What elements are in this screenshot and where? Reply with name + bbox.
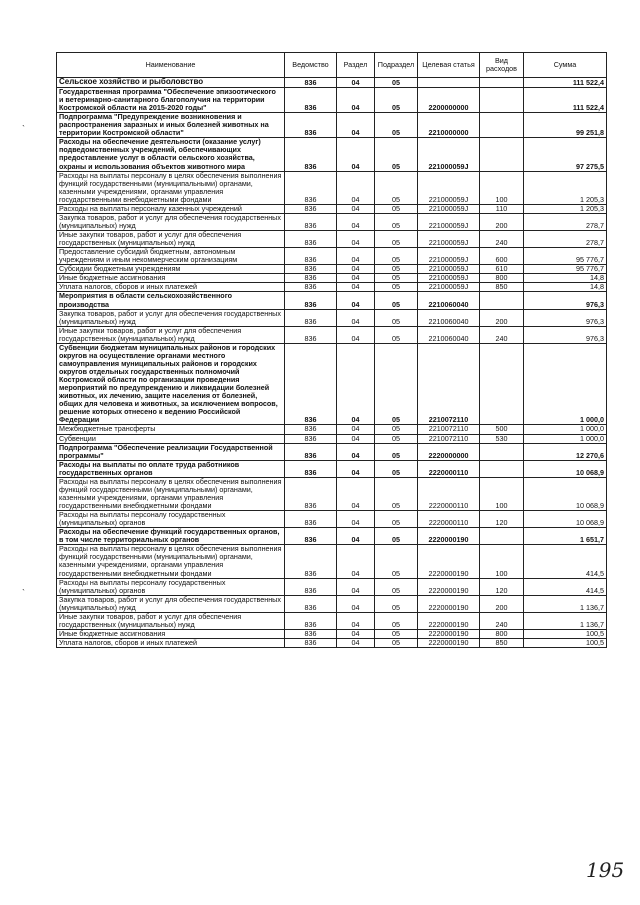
row-name: Расходы на выплаты персоналу государственных (муниципальных) органов (57, 511, 285, 528)
row-exptype: 800 (480, 274, 524, 283)
row-dept: 836 (285, 231, 337, 248)
row-name: Субвенции бюджетам муниципальных районов и городских округов на осуществление органами местного самоуправления муниципальных районов и городских округов отдельных государственных полномочий Костромской области по организации проведения мероприятий по предупреждению и ликвидации болезней животных, их лечению, защите населения от болезней, общих для человека и животных, за исключением вопросов, решение которых отнесено к ведению Российской Федерации (57, 343, 285, 425)
row-section: 04 (337, 78, 375, 88)
row-subsection: 05 (375, 343, 418, 425)
row-section: 04 (337, 274, 375, 283)
row-section: 04 (337, 639, 375, 648)
table-row (57, 326, 607, 343)
table-row (57, 511, 607, 528)
row-exptype (480, 113, 524, 138)
row-target: 2220000110 (418, 511, 480, 528)
row-exptype (480, 292, 524, 309)
row-target: 2210072110 (418, 343, 480, 425)
row-section: 04 (337, 87, 375, 112)
row-target: 2210072110 (418, 434, 480, 443)
row-sum: 1 000,0 (524, 343, 607, 425)
row-name: Расходы на выплаты персоналу в целях обеспечения выполнения функций государственными (муниципальными) органами, казенными учреждениями, органами управления государственными внебюджетными фондами (57, 477, 285, 510)
row-subsection: 05 (375, 171, 418, 204)
row-exptype: 240 (480, 326, 524, 343)
row-target: 2220000190 (418, 545, 480, 578)
table-row (57, 639, 607, 648)
table-row (57, 213, 607, 230)
row-exptype (480, 343, 524, 425)
table-row (57, 171, 607, 204)
row-target: 221000059J (418, 283, 480, 292)
row-dept: 836 (285, 274, 337, 283)
row-exptype (480, 460, 524, 477)
row-name: Подпрограмма "Предупреждение возникновения и распространения заразных и иных болезней животных на территории Костромской области" (57, 113, 285, 138)
row-dept: 836 (285, 477, 337, 510)
row-name: Иные закупки товаров, работ и услуг для обеспечения государственных (муниципальных) нужд (57, 231, 285, 248)
row-name: Расходы на выплаты персоналу в целях обеспечения выполнения функций государственными (муниципальными) органами, казенными учреждениями, органами управления государственными внебюджетными фондами (57, 545, 285, 578)
row-dept: 836 (285, 443, 337, 460)
row-target: 2200000000 (418, 87, 480, 112)
row-exptype: 600 (480, 248, 524, 265)
row-sum: 1 205,3 (524, 204, 607, 213)
row-dept: 836 (285, 425, 337, 434)
table-row (57, 477, 607, 510)
header-subsection: Подраздел (375, 53, 418, 78)
row-name: Расходы на выплаты по оплате труда работников государственных органов (57, 460, 285, 477)
table-row (57, 343, 607, 425)
row-section: 04 (337, 578, 375, 595)
row-target: 2210072110 (418, 425, 480, 434)
row-subsection: 05 (375, 309, 418, 326)
row-subsection: 05 (375, 629, 418, 638)
row-target: 221000059J (418, 274, 480, 283)
row-subsection: 05 (375, 443, 418, 460)
row-section: 04 (337, 231, 375, 248)
row-name: Подпрограмма "Обеспечение реализации Государственной программы" (57, 443, 285, 460)
row-dept: 836 (285, 511, 337, 528)
row-sum: 95 776,7 (524, 265, 607, 274)
row-name: Субсидии бюджетным учреждениям (57, 265, 285, 274)
row-name: Расходы на выплаты персоналу в целях обеспечения выполнения функций государственными (муниципальными) органами, казенными учреждениями, органами управления государственными внебюджетными фондами (57, 171, 285, 204)
row-section: 04 (337, 595, 375, 612)
row-exptype: 200 (480, 309, 524, 326)
table-row (57, 113, 607, 138)
row-section: 04 (337, 477, 375, 510)
row-dept: 836 (285, 138, 337, 171)
row-subsection: 05 (375, 425, 418, 434)
row-target: 2220000110 (418, 460, 480, 477)
row-name: Межбюджетные трансферты (57, 425, 285, 434)
row-section: 04 (337, 425, 375, 434)
row-subsection: 05 (375, 113, 418, 138)
row-target: 221000059J (418, 213, 480, 230)
row-subsection: 05 (375, 326, 418, 343)
row-name: Уплата налогов, сборов и иных платежей (57, 283, 285, 292)
row-sum: 976,3 (524, 309, 607, 326)
row-section: 04 (337, 204, 375, 213)
row-dept: 836 (285, 595, 337, 612)
row-dept: 836 (285, 309, 337, 326)
row-name: Иные закупки товаров, работ и услуг для обеспечения государственных (муниципальных) нужд (57, 612, 285, 629)
row-section: 04 (337, 434, 375, 443)
row-name: Закупка товаров, работ и услуг для обеспечения государственных (муниципальных) нужд (57, 595, 285, 612)
row-section: 04 (337, 460, 375, 477)
row-section: 04 (337, 138, 375, 171)
row-exptype: 850 (480, 283, 524, 292)
page-number: 195 (586, 858, 625, 882)
row-exptype: 240 (480, 231, 524, 248)
row-target: 221000059J (418, 248, 480, 265)
row-exptype: 240 (480, 612, 524, 629)
row-sum: 111 522,4 (524, 87, 607, 112)
row-dept: 836 (285, 612, 337, 629)
row-dept: 836 (285, 87, 337, 112)
row-target: 2220000000 (418, 443, 480, 460)
row-name: Расходы на обеспечение деятельности (оказание услуг) подведомственных учреждений, обеспечивающих предоставление услуг в области сельского хозяйства, охраны и использования объектов животного мира (57, 138, 285, 171)
row-subsection: 05 (375, 612, 418, 629)
row-dept: 836 (285, 78, 337, 88)
table-header-row (57, 53, 607, 78)
row-exptype: 200 (480, 213, 524, 230)
row-subsection: 05 (375, 265, 418, 274)
table-row (57, 578, 607, 595)
row-sum: 278,7 (524, 231, 607, 248)
table-row (57, 138, 607, 171)
row-name: Иные бюджетные ассигнования (57, 629, 285, 638)
row-target: 221000059J (418, 231, 480, 248)
row-name: Государственная программа "Обеспечение эпизоотического и ветеринарно-санитарного благополучия на территории Костромской области на 2015-2020 годы" (57, 87, 285, 112)
row-sum: 100,5 (524, 629, 607, 638)
row-name: Сельское хозяйство и рыболовство (57, 78, 285, 88)
row-exptype: 800 (480, 629, 524, 638)
row-subsection: 05 (375, 213, 418, 230)
row-sum: 1 000,0 (524, 425, 607, 434)
row-subsection: 05 (375, 578, 418, 595)
row-subsection: 05 (375, 511, 418, 528)
row-name: Закупка товаров, работ и услуг для обеспечения государственных (муниципальных) нужд (57, 309, 285, 326)
row-target: 221000059J (418, 265, 480, 274)
row-subsection: 05 (375, 248, 418, 265)
row-dept: 836 (285, 283, 337, 292)
row-subsection: 05 (375, 283, 418, 292)
row-section: 04 (337, 171, 375, 204)
table-row (57, 528, 607, 545)
table-body (57, 78, 607, 648)
row-target: 2220000110 (418, 477, 480, 510)
row-dept: 836 (285, 204, 337, 213)
row-target: 2210060040 (418, 292, 480, 309)
row-sum: 1 136,7 (524, 612, 607, 629)
row-dept: 836 (285, 113, 337, 138)
header-name: Наименование (57, 53, 285, 78)
row-section: 04 (337, 343, 375, 425)
row-target: 2220000190 (418, 578, 480, 595)
row-sum: 12 270,6 (524, 443, 607, 460)
table-row (57, 78, 607, 88)
row-sum: 1 205,3 (524, 171, 607, 204)
row-sum: 10 068,9 (524, 511, 607, 528)
table-row (57, 434, 607, 443)
row-subsection: 05 (375, 87, 418, 112)
row-sum: 10 068,9 (524, 477, 607, 510)
row-name: Расходы на выплаты персоналу казенных учреждений (57, 204, 285, 213)
table-row (57, 460, 607, 477)
row-name: Иные закупки товаров, работ и услуг для обеспечения государственных (муниципальных) нужд (57, 326, 285, 343)
header-dept: Ведомство (285, 53, 337, 78)
table-row (57, 231, 607, 248)
row-sum: 14,8 (524, 274, 607, 283)
row-name: Расходы на обеспечение функций государственных органов, в том числе территориальных органов (57, 528, 285, 545)
row-section: 04 (337, 629, 375, 638)
row-dept: 836 (285, 265, 337, 274)
table-row (57, 545, 607, 578)
row-subsection: 05 (375, 231, 418, 248)
row-target: 2210060040 (418, 309, 480, 326)
table-row (57, 425, 607, 434)
row-exptype (480, 443, 524, 460)
row-dept: 836 (285, 213, 337, 230)
row-section: 04 (337, 265, 375, 274)
row-subsection: 05 (375, 138, 418, 171)
row-sum: 100,5 (524, 639, 607, 648)
row-sum: 1 136,7 (524, 595, 607, 612)
row-name: Субвенции (57, 434, 285, 443)
row-dept: 836 (285, 248, 337, 265)
table-row (57, 292, 607, 309)
row-sum: 1 651,7 (524, 528, 607, 545)
row-subsection: 05 (375, 460, 418, 477)
row-sum: 414,5 (524, 545, 607, 578)
row-subsection: 05 (375, 545, 418, 578)
row-sum: 14,8 (524, 283, 607, 292)
row-dept: 836 (285, 434, 337, 443)
header-exptype: Вид расходов (480, 53, 524, 78)
budget-table (56, 52, 607, 648)
row-exptype (480, 528, 524, 545)
row-name: Закупка товаров, работ и услуг для обеспечения государственных (муниципальных) нужд (57, 213, 285, 230)
row-exptype: 100 (480, 171, 524, 204)
row-section: 04 (337, 545, 375, 578)
margin-mark: ` (22, 588, 25, 598)
row-section: 04 (337, 443, 375, 460)
row-name: Уплата налогов, сборов и иных платежей (57, 639, 285, 648)
row-exptype (480, 78, 524, 88)
row-section: 04 (337, 213, 375, 230)
row-dept: 836 (285, 639, 337, 648)
row-sum: 97 275,5 (524, 138, 607, 171)
row-exptype (480, 138, 524, 171)
row-exptype: 500 (480, 425, 524, 434)
row-dept: 836 (285, 171, 337, 204)
row-target: 2210000000 (418, 113, 480, 138)
row-name: Иные бюджетные ассигнования (57, 274, 285, 283)
row-target (418, 78, 480, 88)
row-exptype: 100 (480, 477, 524, 510)
row-name: Мероприятия в области сельскохозяйственного производства (57, 292, 285, 309)
row-subsection: 05 (375, 204, 418, 213)
row-subsection: 05 (375, 528, 418, 545)
row-section: 04 (337, 326, 375, 343)
row-section: 04 (337, 511, 375, 528)
table-row (57, 612, 607, 629)
row-subsection: 05 (375, 78, 418, 88)
row-exptype: 100 (480, 545, 524, 578)
row-section: 04 (337, 292, 375, 309)
row-subsection: 05 (375, 477, 418, 510)
row-section: 04 (337, 528, 375, 545)
row-section: 04 (337, 248, 375, 265)
row-target: 2220000190 (418, 639, 480, 648)
row-sum: 10 068,9 (524, 460, 607, 477)
row-exptype: 120 (480, 511, 524, 528)
row-target: 221000059J (418, 204, 480, 213)
row-dept: 836 (285, 629, 337, 638)
row-exptype: 530 (480, 434, 524, 443)
row-subsection: 05 (375, 274, 418, 283)
row-section: 04 (337, 283, 375, 292)
row-sum: 111 522,4 (524, 78, 607, 88)
row-dept: 836 (285, 578, 337, 595)
row-sum: 278,7 (524, 213, 607, 230)
table-row (57, 595, 607, 612)
row-sum: 95 776,7 (524, 248, 607, 265)
row-target: 2220000190 (418, 629, 480, 638)
row-dept: 836 (285, 545, 337, 578)
row-dept: 836 (285, 326, 337, 343)
row-target: 2220000190 (418, 612, 480, 629)
row-target: 2220000190 (418, 595, 480, 612)
row-dept: 836 (285, 292, 337, 309)
row-exptype: 850 (480, 639, 524, 648)
row-sum: 1 000,0 (524, 434, 607, 443)
row-subsection: 05 (375, 595, 418, 612)
row-exptype: 120 (480, 578, 524, 595)
table-row (57, 443, 607, 460)
row-target: 221000059J (418, 138, 480, 171)
row-sum: 976,3 (524, 326, 607, 343)
row-dept: 836 (285, 460, 337, 477)
row-sum: 99 251,8 (524, 113, 607, 138)
margin-mark: ` (22, 124, 25, 134)
row-section: 04 (337, 309, 375, 326)
row-dept: 836 (285, 343, 337, 425)
row-exptype: 200 (480, 595, 524, 612)
header-target: Целевая статья (418, 53, 480, 78)
header-sum: Сумма (524, 53, 607, 78)
row-sum: 976,3 (524, 292, 607, 309)
row-name: Предоставление субсидий бюджетным, автономным учреждениям и иным некоммерческим организациям (57, 248, 285, 265)
row-target: 221000059J (418, 171, 480, 204)
table-row (57, 309, 607, 326)
row-subsection: 05 (375, 639, 418, 648)
table-row (57, 87, 607, 112)
row-target: 2220000190 (418, 528, 480, 545)
row-exptype: 110 (480, 204, 524, 213)
row-sum: 414,5 (524, 578, 607, 595)
row-section: 04 (337, 612, 375, 629)
header-section: Раздел (337, 53, 375, 78)
row-subsection: 05 (375, 292, 418, 309)
row-subsection: 05 (375, 434, 418, 443)
table-row (57, 248, 607, 265)
row-section: 04 (337, 113, 375, 138)
row-name: Расходы на выплаты персоналу государственных (муниципальных) органов (57, 578, 285, 595)
row-exptype (480, 87, 524, 112)
row-dept: 836 (285, 528, 337, 545)
row-exptype: 610 (480, 265, 524, 274)
row-target: 2210060040 (418, 326, 480, 343)
